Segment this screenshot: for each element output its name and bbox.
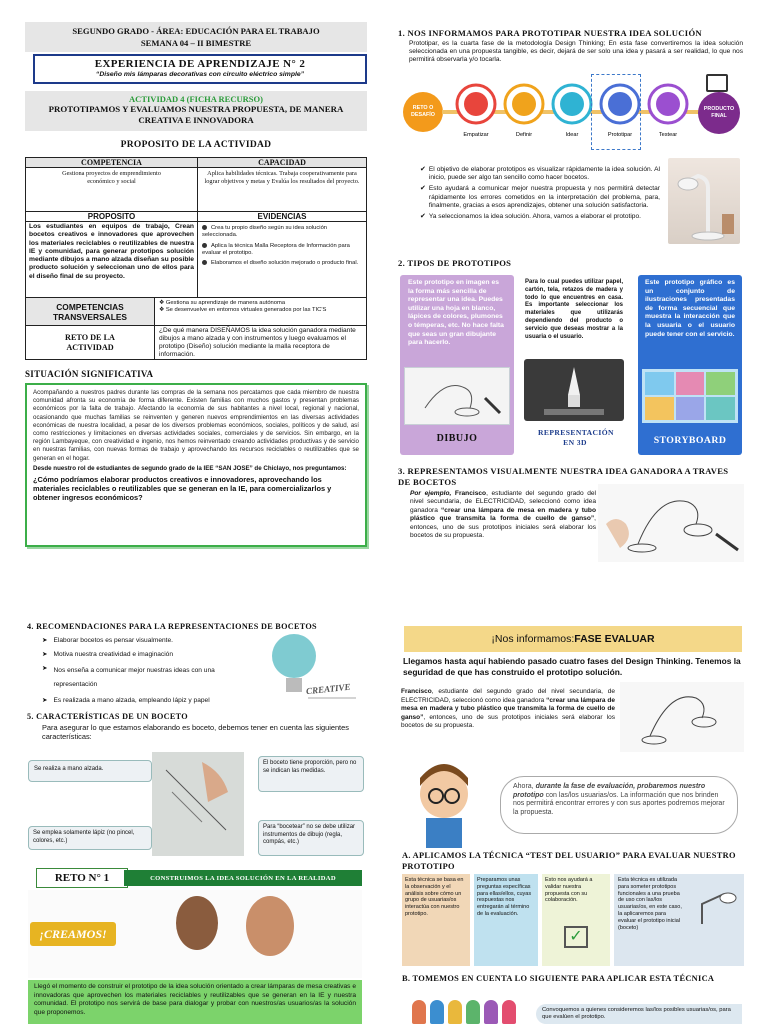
- person-icon: [466, 1000, 480, 1024]
- producto-final-circle: PRODUCTO FINAL: [698, 92, 740, 134]
- dibujo-label: DIBUJO: [436, 433, 478, 444]
- arrow-icon: ➤: [42, 665, 48, 672]
- bullet-icon: [202, 243, 207, 248]
- creative-bulb-image: [264, 628, 360, 712]
- dibujo-card: [400, 275, 514, 455]
- evidence-item: Crea tu propio diseño según su idea solución seleccionada.: [202, 225, 328, 239]
- storyboard-image: [642, 369, 738, 423]
- creamos-banner: ¡CREAMOS!: [30, 922, 116, 946]
- panel: [676, 372, 705, 395]
- grade-header: [25, 22, 367, 52]
- panel: [706, 372, 735, 395]
- person-icon: [448, 1000, 462, 1024]
- diamond-icon: ❖: [159, 300, 166, 306]
- sb-text: Convoquemos a quienes consideremos las/los posibles usuarias/os, para que evalúen el prototipo.: [536, 1004, 742, 1024]
- transversal-item: ❖ Se desenvuelve en entornos virtuales generados por las TIC'S: [159, 307, 327, 314]
- s5-intro: Para asegurar lo que estamos elaborando es boceto, debemos tener en cuenta las siguientes características:: [42, 723, 349, 742]
- sketch-icon: [405, 368, 511, 426]
- person-icon: [412, 1000, 426, 1024]
- situacion-heading: SITUACIÓN SIGNIFICATIVA: [25, 369, 154, 379]
- boy-avatar: [246, 896, 294, 956]
- s4-heading: 4. RECOMENDACIONES PARA LA REPRESENTACIONES DE BOCETOS: [27, 622, 317, 631]
- situacion-text: Acompañando a nuestros padres durante las compras de la semana nos percatamos que cada miembro de nuestra comunidad afronta su economía de forma diferente. Existen familias con muchos gastos y presentan problemas económicos por la falta de trabajo. Afectando la economía de sus habitantes a nivel local, regional y nacional, ocasionando que muchas familias se reinventen y generen nuevos emprendimientos en las diversas actividades económicas de nuestra localidad, a pesar de los diversos problemas económicos, sociales, políticos y de salud, así como restricciones y limitaciones en diversas actividades sociales, comerciales y de servicios. Sin embargo, en la región Lambayeque, con creatividad e ingenio, nos hemos reinventado creando actividades productivas y de servicio en nuestras familias, con nuevas formas de trabajo y aprovechando los recursos reciclables o reutilizables que se generan en el hogar.: [33, 389, 359, 462]
- pencil-drawing-image: [152, 752, 244, 856]
- reto-header: RETO DE LA ACTIVIDAD: [65, 332, 115, 352]
- proposito-cell: [26, 212, 198, 298]
- reto1-bar: [28, 868, 362, 888]
- desk-lamp-photo: [668, 158, 740, 244]
- evidencias-header: EVIDENCIAS: [198, 212, 366, 222]
- characteristics-diagram: [28, 750, 364, 858]
- test-card-4: Esta técnica es utilizada para someter prototipos funcionales a una prueba de uso con las/los usuarias/os, en este caso, la aplicaremos para evaluar el prototipo inicial (boceto): [614, 874, 744, 966]
- s3-heading: 3. REPRESENTAMOS VISUALMENTE NUESTRA IDEA GANADORA A TRAVES DE BOCETOS: [398, 466, 729, 487]
- person-icon: [430, 1000, 444, 1024]
- s1-text: Prototipar, es la cuarta fase de la metodología Design Thinking; En esta fase convertiremos la idea solución seleccionada en una propuesta tangible, es decir, dejará de ser solo una idea y pasará a ser realidad, lo que nos permitirá observarla y/o tocarla.: [409, 40, 743, 64]
- check-item: ✔ Ya seleccionamos la idea solución. Ahora, vamos a elaborar el prototipo.: [420, 213, 641, 221]
- 3d-label: REPRESENTACIÓN EN 3D: [538, 428, 614, 447]
- prototipar-highlight: [591, 74, 641, 150]
- storyboard-label: STORYBOARD: [653, 435, 727, 446]
- evaluar-lead: Llegamos hasta aquí habiendo pasado cuatro fases del Design Thinking. Tenemos la seguridad de que has construido el prototipo solución.: [403, 656, 741, 677]
- arrow-icon: ➤: [42, 651, 48, 658]
- sketch-lamp-icon: [620, 682, 744, 752]
- transversales-header: COMPETENCIAS TRANSVERSALES: [53, 301, 127, 322]
- recommendation-item: ➤ Es realizada a mano alzada, empleando lápiz y papel: [42, 697, 210, 704]
- competencia-cell: [26, 158, 198, 212]
- phase-icon: [560, 92, 584, 116]
- check-item: ✔ Esto ayudará a comunicar mejor nuestra propuesta y nos permitirá detectar rápidamente los errores cometidos en la interpretación del problema, para, finalmente, gracias a esos aprendizajes, obtener una solución satisfactoria.: [420, 185, 660, 209]
- experience-title: EXPERIENCIA DE APRENDIZAJE N° 2: [94, 58, 306, 70]
- s2-heading: 2. TIPOS DE PROTOTIPOS: [398, 258, 512, 268]
- panel: [706, 397, 735, 420]
- sb-heading: B. TOMEMOS EN CUENTA LO SIGUIENTE PARA APLICAR ESTA TÉCNICA: [402, 974, 715, 983]
- sketch-lamp-icon: [598, 484, 744, 562]
- evaluar-sketch-image: [620, 682, 744, 752]
- check-icon: ✔: [420, 213, 426, 221]
- creative-label: CREATIVE: [305, 681, 351, 697]
- gift-icon: [706, 74, 728, 92]
- diamond-icon: ❖: [159, 307, 166, 314]
- situacion-question: ¿Cómo podríamos elaborar productos creativos e innovadores, aprovechando los materiales reciclables o reutilizables que se generan en la IE, para comercializarlos y obtener ingresos económicos?: [33, 474, 332, 502]
- reto-cell: [26, 326, 155, 359]
- bullet-icon: [202, 260, 207, 265]
- storyboard-text: Este prototipo gráfico es un conjunto de ilustraciones presentadas de forma secuencial que muestra la interacción que la usuaria o el usuario puede tener con el servicio.: [645, 279, 735, 338]
- test-card-2: Preparamos unas preguntas específicas para ellas/ellos, cuyas respuestas nos entregarán al término de la evaluación.: [474, 874, 538, 966]
- girl-avatar: [176, 896, 218, 950]
- week-title: SEMANA 04 – II BIMESTRE: [140, 38, 252, 48]
- reto-desafio-circle: RETO O DESAFÍO: [403, 92, 443, 132]
- competencia-text: Gestiona proyectos de emprendimiento económico y social: [62, 170, 161, 185]
- lamp-icon: [668, 158, 740, 244]
- lightbulb-icon: [264, 628, 360, 712]
- checkbox-icon: ✓: [564, 926, 588, 948]
- arrow-icon: ➤: [42, 637, 48, 644]
- phase-label: Definir: [515, 132, 533, 138]
- rocket-icon: [524, 359, 624, 421]
- recommendation-item: ➤ Nos enseña a comunicar mejor nuestras ideas con una representación: [42, 664, 254, 692]
- s1-bullets: [420, 166, 660, 221]
- experience-box: [33, 54, 367, 84]
- reto1-text: Llegó el momento de construir el prototipo de la idea solución orientado a crear lámparas de mesa creativas e innovadoras que aprovechen los materiales reciclables y reutilizables que se generan en la IE y nuestra comunidad. El prototipo nos servirá de base para dialogar y probar con nuestros/as usuarios/as la solución que proponemos.: [28, 980, 362, 1024]
- phase-label: Empatizar: [463, 132, 489, 138]
- creamos-image: [28, 890, 362, 978]
- reto1-label: RETO N° 1: [36, 868, 128, 888]
- 3d-card: [518, 275, 630, 455]
- design-thinking-diagram: [400, 70, 742, 154]
- transversal-item: ❖ Gestiona su aprendizaje de manera autónoma: [159, 300, 286, 306]
- dibujo-image: [404, 367, 510, 425]
- phase-icon: [512, 92, 536, 116]
- s3-text: Por ejemplo, Francisco, estudiante del segundo grado del nivel secundaria, de ELECTRICIDAD, seleccionó como idea ganadora “crear una lámpara de mesa en madera y tubo plástico que transmita la forma de cuello de ganso”, entonces, uno de sus prototipos iniciales será elaborar los bocetos de su propuesta.: [410, 490, 596, 540]
- phase-label: Prototipar: [607, 132, 633, 138]
- evaluar-text: Francisco, estudiante del segundo grado del nivel secundaria, de ELECTRICIDAD, seleccionó como idea ganadora “crear una lámpara de mesa en madera y tubo plástico que transmita la forma de cuello de ganso”, entonces, uno de sus prototipos iniciales será elaborar los bocetos de su propuesta.: [401, 688, 615, 730]
- capacidad-header: CAPACIDAD: [198, 158, 366, 168]
- evidencias-cell: [198, 212, 366, 298]
- phase-icon: [656, 92, 680, 116]
- transversales-list: [155, 298, 366, 326]
- purpose-table: [25, 157, 367, 360]
- evidence-item: Aplica la técnica Malla Receptora de Información para evaluar el prototipo.: [202, 242, 350, 256]
- proposito-text: Los estudiantes en equipos de trabajo, Crean bocetos creativos e innovadores que aprovechen los materiales reciclables o reutilizables de nuestra IE y comunidad, para generar prototipos solución mediante dibujos a mano alzada diseñan su posible producto solución y seleccionan uno de ellos para el diseño final de su proyecto.: [29, 223, 194, 280]
- c4-box: Para “bocetear” no se debe utilizar instrumentos de dibujo (regla, compás, etc.): [258, 820, 364, 856]
- activity-label: ACTIVIDAD 4 (FICHA RECURSO): [129, 94, 263, 104]
- boy-cartoon-image: [406, 756, 484, 848]
- boy-icon: [406, 756, 484, 848]
- storyboard-card: [638, 275, 742, 455]
- check-icon: ✔: [420, 185, 426, 193]
- proposito-header: PROPOSITO: [26, 212, 197, 222]
- purpose-heading: PROPOSITO DE LA ACTIVIDAD: [120, 140, 272, 150]
- c2-box: El boceto tiene proporción, pero no se indican las medidas.: [258, 756, 364, 792]
- competencia-header: COMPETENCIA: [26, 158, 197, 168]
- test-usuario-diagram: [402, 874, 744, 966]
- panel: [645, 397, 674, 420]
- sa-heading: A. APLICAMOS LA TÉCNICA “TEST DEL USUARIO” PARA EVALUAR NUESTRO PROTOTIPO: [402, 851, 736, 871]
- test-card-3: Esto nos ayudará a validar nuestra propuesta con su colaboración. ✓: [542, 874, 610, 966]
- reto-text: ¿De qué manera DISEÑAMOS la idea solución ganadora mediante dibujos a mano alzada y con instrumentos y luego evaluamos el prototipo (Diseño) solución mediante la malla receptora de información.: [159, 327, 356, 358]
- phase-icon: [464, 92, 488, 116]
- grade-title: SEGUNDO GRADO - ÁREA: EDUCACIÓN PARA EL TRABAJO: [72, 26, 320, 36]
- evidence-item: Elaboramos el diseño solución mejorado o producto final.: [202, 260, 362, 267]
- phase-label: Idear: [565, 132, 579, 138]
- activity-title: PROTOTIPAMOS Y EVALUAMOS NUESTRA PROPUESTA, DE MANERA CREATIVA E INNOVADORA: [48, 104, 344, 125]
- panel: [645, 372, 674, 395]
- transversales-cell: [26, 298, 155, 326]
- dibujo-text: Este prototipo en imagen es la forma más sencilla de representar una idea. Puedes utilizar una hoja en blanco, lápices de colores, plumones o témperas, etc. No hace falta que seas un gran dibujante para hacerlo.: [408, 279, 504, 347]
- situacion-box: [25, 383, 367, 547]
- capacidad-cell: [198, 158, 366, 212]
- activity-box: [25, 91, 367, 131]
- panel: [676, 397, 705, 420]
- lamp-icon: [696, 888, 740, 928]
- check-icon: ✔: [420, 166, 426, 173]
- evaluar-speech-bubble: Ahora, durante la fase de evaluación, probaremos nuestro prototipo con las/los usuarias/os. La información que nos brinden nos permitirá encontrar errores y con sus aportes podremos mejorar la propuesta.: [500, 776, 738, 834]
- phase-circles: [452, 78, 692, 140]
- s1-heading: 1. NOS INFORMAMOS PARA PROTOTIPAR NUESTRA IDEA SOLUCIÓN: [398, 28, 702, 38]
- capacidad-text: Aplica habilidades técnicas. Trabaja cooperativamente para lograr objetivos y metas y Evalúa los resultados del proyecto.: [204, 170, 360, 185]
- experience-subtitle: “Diseño mis lámparas decorativas con circuito eléctrico simple”: [95, 71, 305, 78]
- person-icon: [502, 1000, 516, 1024]
- recommendation-item: ➤ Motiva nuestra creatividad e imaginación: [42, 651, 174, 658]
- s4-list: [42, 636, 254, 706]
- test-card-1: Esta técnica se basa en la observación y el análisis sobre cómo un grupo de usuarias/os interactúa con nuestro prototipo.: [402, 874, 470, 966]
- c1-box: Se realiza a mano alzada.: [28, 760, 152, 782]
- arrow-icon: ➤: [42, 697, 48, 704]
- recommendation-item: ➤ Elaborar bocetos es pensar visualmente.: [42, 637, 174, 644]
- fase-evaluar-banner: ¡Nos informamos: FASE EVALUAR: [404, 626, 742, 652]
- person-icon: [484, 1000, 498, 1024]
- phase-label: Testear: [658, 132, 678, 138]
- s5-heading: 5. CARACTERÍSTICAS DE UN BOCETO: [27, 712, 188, 721]
- check-item: ✔ El objetivo de elaborar prototipos es visualizar rápidamente la idea solución. Al inicio, puede ser algo tan sencillo como hacer bocetos.: [420, 166, 660, 182]
- boceto-sketch-image: [598, 484, 744, 562]
- 3d-text: Para lo cual puedes utilizar papel, cartón, tela, retazos de madera y todo lo que encuentres en casa. Es importante seleccionar los materiales que utilizarás dependiendo del producto o servicio que deseas mostrar a la usuaria o el usuario.: [525, 279, 623, 340]
- hand-drawing-icon: [152, 752, 244, 856]
- 3d-image: [524, 359, 624, 421]
- reto1-title: CONSTRUIMOS LA IDEA SOLUCIÓN EN LA REALIDAD: [124, 870, 362, 886]
- users-group-icon: [412, 1000, 522, 1024]
- c3-box: Se emplea solamente lápiz (no pincel, colores, etc.): [28, 826, 152, 850]
- bullet-icon: [202, 225, 207, 230]
- situacion-intro: Desde nuestro rol de estudiantes de segundo grado de la IEE “SAN JOSE” de Chiclayo, nos preguntamos:: [33, 464, 347, 472]
